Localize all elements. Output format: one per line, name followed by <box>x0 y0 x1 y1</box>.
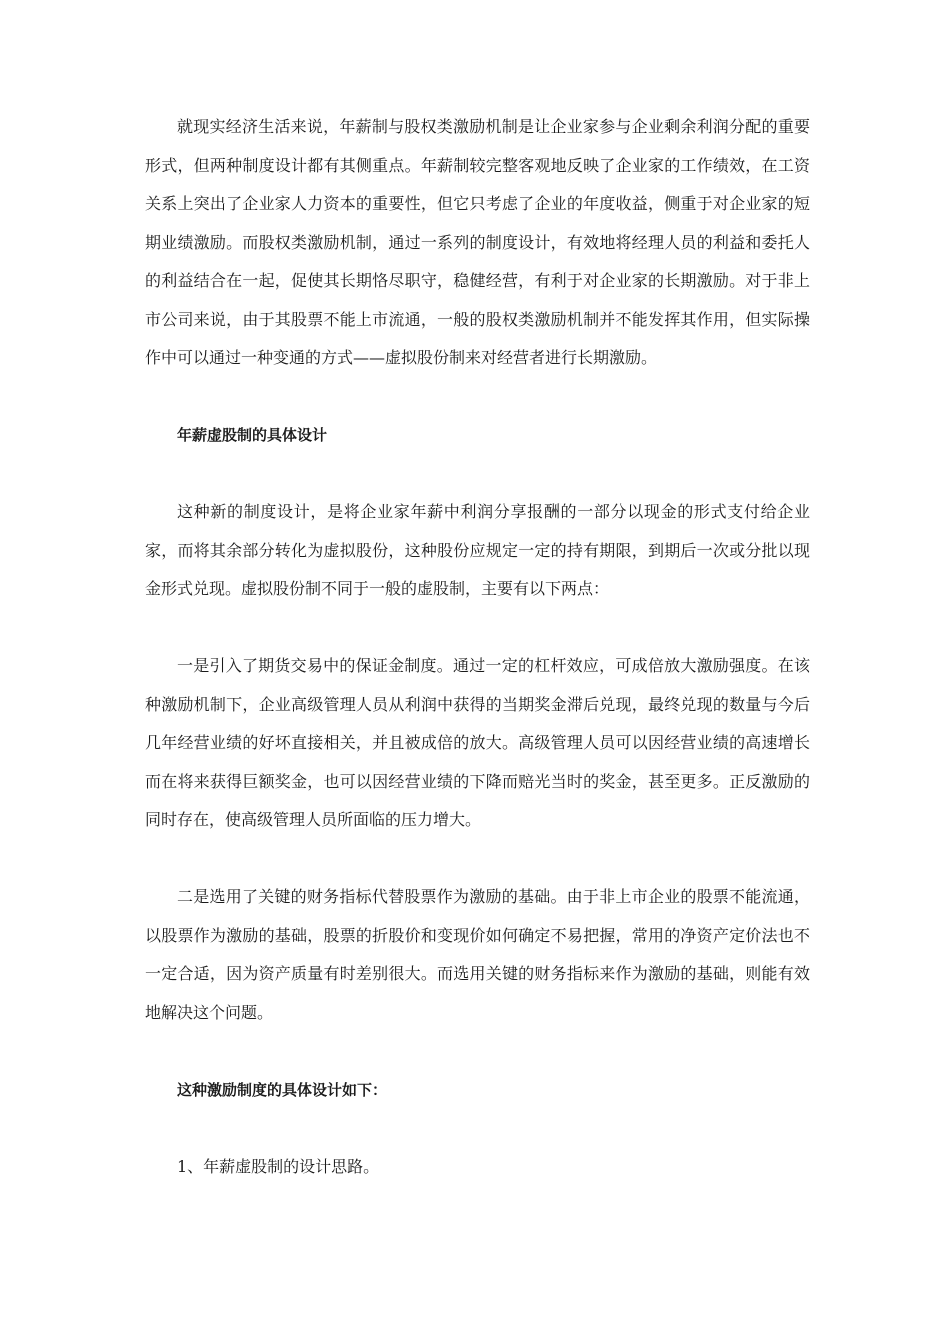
spacer <box>145 840 810 879</box>
section-heading-details: 这种激励制度的具体设计如下： <box>177 1080 388 1099</box>
spacer <box>145 455 810 494</box>
paragraph-design: 这种新的制度设计，是将企业家年薪中利润分享报酬的一部分以现金的形式支付给企业家，而将其余部分转化为虚拟股份，这种股份应规定一定的持有期限，到期后一次或分批以现金形式兑现。虚拟股份制不同于一般的虚股制，主要有以下两点： <box>145 502 810 598</box>
spacer <box>145 609 810 648</box>
section-heading-design: 年薪虚股制的具体设计 <box>177 426 328 444</box>
paragraph-point-two: 二是选用了关键的财务指标代替股票作为激励的基础。由于非上市企业的股票不能流通，以股票作为激励的基础，股票的折股价和变现价如何确定不易把握，常用的净资产定价法也不一定合适，因为资产质量有时差别很大。而选用关键的财务指标来作为激励的基础，则能有效地解决这个问题。 <box>145 887 810 1022</box>
list-item: 1、年薪虚股制的设计思路。 <box>177 1156 380 1176</box>
paragraph-point-one: 一是引入了期货交易中的保证金制度。通过一定的杠杆效应，可成倍放大激励强度。在该种激励机制下，企业高级管理人员从利润中获得的当期奖金滞后兑现，最终兑现的数量与今后几年经营业绩的好坏直接相关，并且被成倍的放大。高级管理人员可以因经营业绩的高速增长而在将来获得巨额奖金，也可以因经营业绩的下降而赔光当时的奖金，甚至更多。正反激励的同时存在，使高级管理人员所面临的压力增大。 <box>145 656 810 829</box>
document-body <box>145 108 810 1186</box>
paragraph-intro: 就现实经济生活来说，年薪制与股权类激励机制是让企业家参与企业剩余利润分配的重要形式，但两种制度设计都有其侧重点。年薪制较完整客观地反映了企业家的工作绩效，在工资关系上突出了企业家人力资本的重要性，但它只考虑了企业的年度收益，侧重于对企业家的短期业绩激励。而股权类激励机制，通过一系列的制度设计，有效地将经理人员的利益和委托人的利益结合在一起，促使其长期恪尽职守，稳健经营，有利于对企业家的长期激励。对于非上市公司来说，由于其股票不能上市流通，一般的股权类激励机制并不能发挥其作用，但实际操作中可以通过一种变通的方式——虚拟股份制来对经营者进行长期激励。 <box>145 117 810 367</box>
spacer <box>145 378 810 417</box>
spacer <box>145 1109 810 1148</box>
spacer <box>145 1032 810 1071</box>
